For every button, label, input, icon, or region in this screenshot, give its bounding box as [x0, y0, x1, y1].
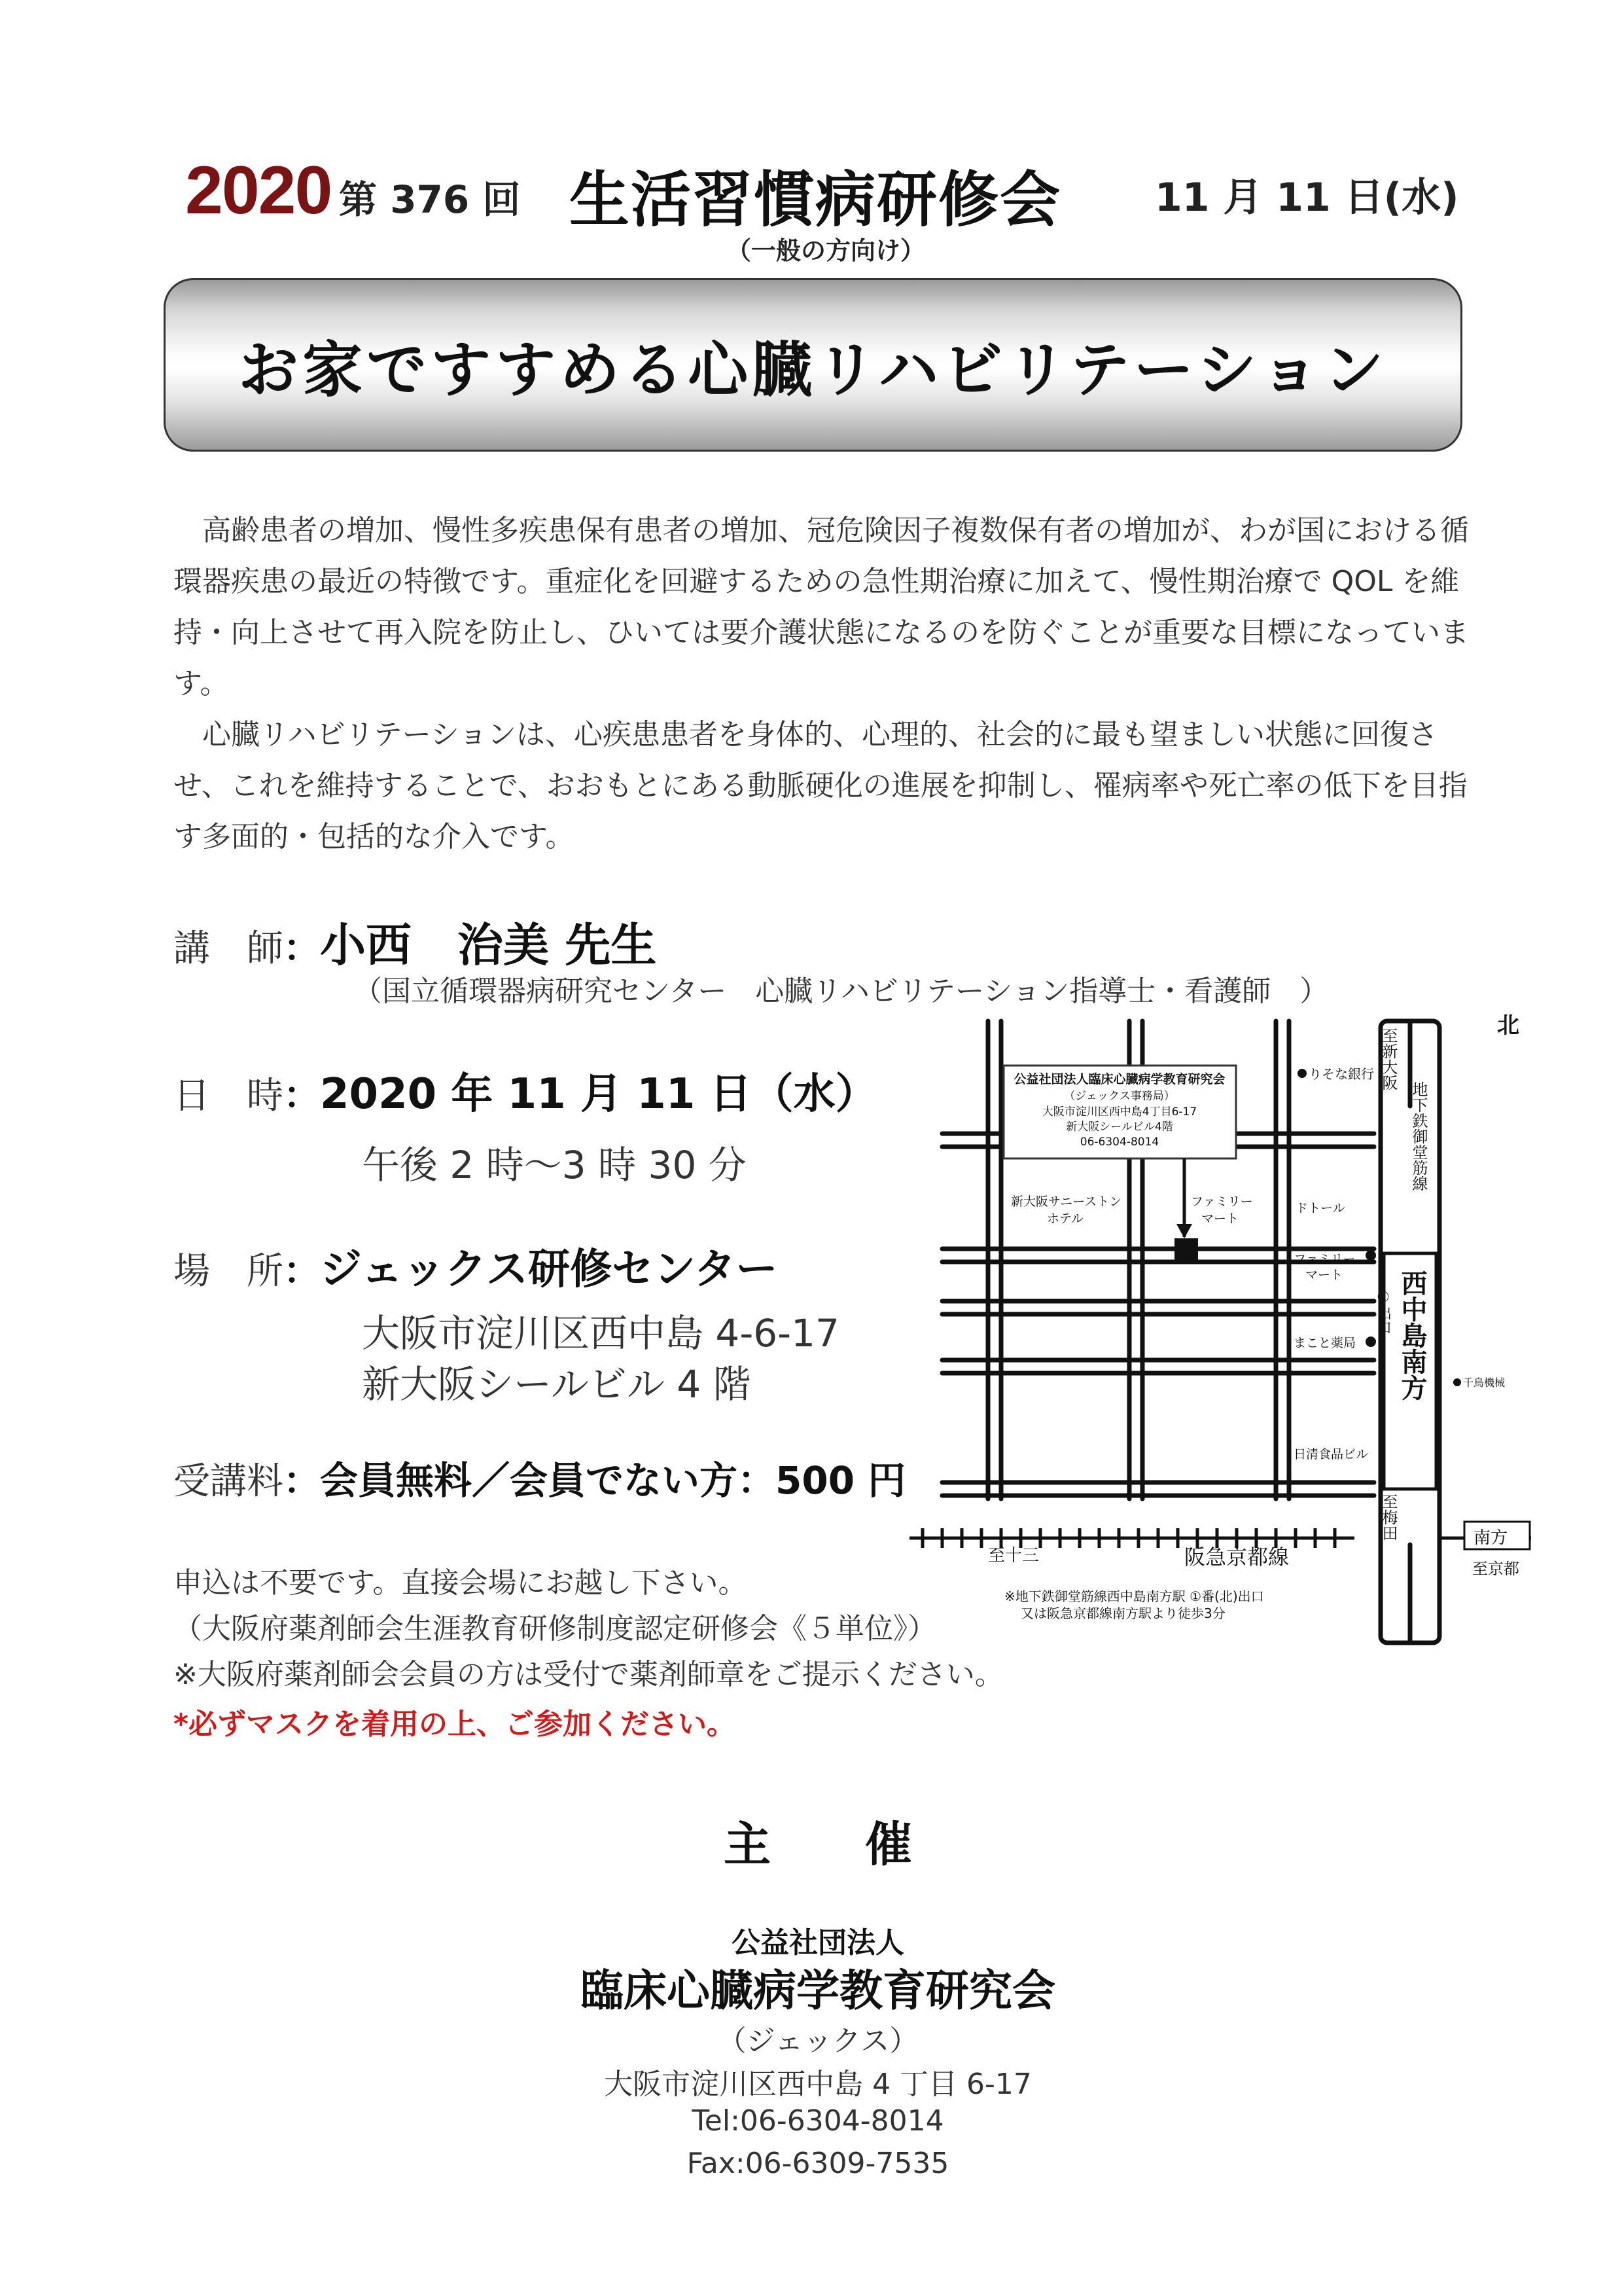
organizer-type: 公益社団法人	[732, 1926, 904, 1960]
venue-label: 場 所	[173, 1250, 283, 1293]
map-to-kyoto: 至京都	[1472, 1560, 1519, 1578]
datetime-row: 日 時：2020 年 11 月 11 日（水）	[173, 1070, 877, 1119]
map-callout-line-4: 新大阪シールビル4階	[1066, 1121, 1173, 1134]
map-subway-line: 地下鉄御堂筋線	[1409, 1081, 1428, 1191]
map-footnote-1: ※地下鉄御堂筋線西中島南方駅 ①番(北)出口	[1004, 1588, 1264, 1604]
map-nisshin-building: 日清食品ビル	[1294, 1447, 1369, 1462]
note-line-1: 申込は不要です。直接会場にお越し下さい。	[173, 1566, 747, 1600]
lecturer-label: 講 師	[173, 927, 283, 970]
intro-paragraph-1: 高齢患者の増加、慢性多疾患保有患者の増加、冠危険因子複数保有者の増加が、わが国における循環器疾患の最近の特徴です。重症化を回避するための急性期治療に加えて、慢性期治療で QOL を維持・向上させて再入院を防止し、ひいては要介護状態になるのを防ぐことが重要な目標になっています。	[173, 514, 1469, 700]
map-top-destination: 至新大阪	[1379, 1028, 1398, 1090]
banner-title: お家ですすめる心臓リハビリテーション	[238, 334, 1388, 405]
map-hotel-line-1: 新大阪サニーストン	[1011, 1194, 1122, 1209]
intro-paragraph-2: 心臓リハビリテーションは、心疾患患者を身体的、心理的、社会的に最も望ましい状態に回復させ、これを維持することで、おおもとにある動脈硬化の進展を抑制し、罹病率や死亡率の低下を目指す多面的・包括的な介入です。	[173, 718, 1468, 853]
lecturer-affiliation: （国立循環器病研究センター 心臓リハビリテーション指導士・看護師 ）	[353, 975, 1329, 1008]
venue-name: ジェックス研修センター	[320, 1246, 778, 1294]
map-left-destination: 至十三	[988, 1546, 1040, 1566]
organizer-alias: （ジェックス）	[717, 2024, 919, 2058]
title-banner	[164, 278, 1462, 452]
map-bottom-destination: 至梅田	[1379, 1494, 1398, 1541]
header-date: 11 月 11 日(水)	[1155, 175, 1459, 221]
map-exit-label: ①出口	[1375, 1289, 1392, 1335]
venue-address-1: 大阪市淀川区西中島 4-6-17	[362, 1311, 839, 1355]
datetime-date: 2020 年 11 月 11 日（水）	[320, 1070, 877, 1119]
map-footnote-2: 又は阪急京都線南方駅より徒歩3分	[1021, 1605, 1226, 1621]
map-callout-line-3: 大阪市淀川区西中島4丁目6-17	[1042, 1105, 1197, 1119]
map-familymart-2-line-1: ファミリー	[1294, 1252, 1356, 1266]
datetime-time: 午後 2 時〜3 時 30 分	[362, 1143, 747, 1187]
map-familymart-2-line-2: マート	[1305, 1268, 1343, 1282]
lecturer-name: 小西 治美 先生	[320, 918, 657, 972]
header-year: 2020	[185, 152, 332, 228]
venue-address-2: 新大阪シールビル 4 階	[362, 1362, 751, 1407]
map-minamikata: 南方	[1474, 1528, 1508, 1548]
venue-row: 場 所：ジェックス研修センター	[173, 1246, 778, 1294]
map-familymart-1-line-2: マート	[1201, 1211, 1239, 1226]
map-doutor: ドトール	[1296, 1201, 1345, 1215]
header-title: 生活習慣病研修会	[569, 165, 1062, 235]
organizer-name: 臨床心臓病学教育研究会	[580, 1965, 1055, 2016]
lecturer-row: 講 師：小西 治美 先生	[173, 918, 657, 972]
map-risona-bank: りそな銀行	[1309, 1066, 1374, 1082]
organizer-fax: Fax:06-6309-7535	[686, 2147, 949, 2180]
fee-value: 会員無料／会員でない方：500 円	[320, 1458, 906, 1503]
fee-row: 受講料：会員無料／会員でない方：500 円	[173, 1458, 906, 1503]
organizer-tel: Tel:06-6304-8014	[692, 2104, 944, 2138]
mask-notice: *必ずマスクを着用の上、ご参加ください。	[173, 1708, 736, 1741]
organizer-address: 大阪市淀川区西中島 4 丁目 6-17	[604, 2068, 1032, 2101]
note-line-3: ※大阪府薬剤師会会員の方は受付で薬剤師章をご提示ください。	[173, 1658, 1004, 1691]
map-hankyu-line: 阪急京都線	[1184, 1545, 1290, 1570]
organizer-heading: 主 催	[723, 1817, 912, 1872]
map-station-label: 西中島南方	[1397, 1270, 1427, 1401]
map-north: 北	[1497, 1013, 1519, 1039]
map-familymart-1-line-1: ファミリー	[1191, 1194, 1253, 1209]
map-callout-line-1: 公益社団法人臨床心臓病学教育研究会	[1014, 1072, 1226, 1086]
map-callout-line-2: （ジェックス事務局）	[1064, 1090, 1175, 1103]
note-line-2: （大阪府薬剤師会生涯教育研修制度認定研修会《５単位》）	[173, 1612, 936, 1645]
map-makoto-pharmacy: まこと薬局	[1294, 1336, 1356, 1350]
map-chitose: 千鳥機械	[1463, 1376, 1506, 1389]
header-subtitle: （一般の方向け）	[726, 236, 926, 265]
fee-label: 受講料	[173, 1460, 283, 1503]
datetime-label: 日 時	[173, 1075, 283, 1117]
header-session: 第 376 回	[339, 177, 521, 222]
map-hotel-line-2: ホテル	[1047, 1211, 1084, 1226]
access-map	[896, 1001, 1538, 1656]
map-callout-line-5: 06-6304-8014	[1080, 1136, 1159, 1149]
